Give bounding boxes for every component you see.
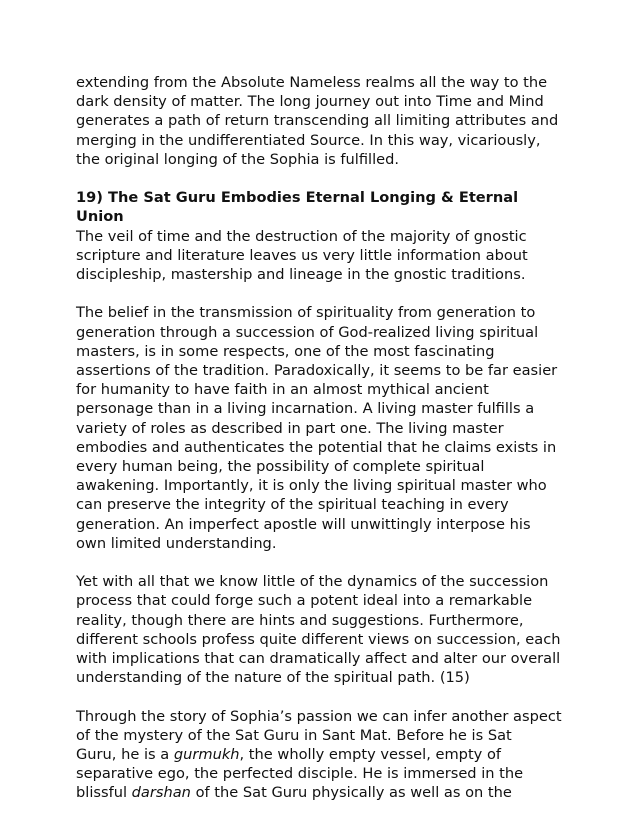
text-run: of the Sat Guru physically as well as on the [190,784,512,802]
text-line: with implications that can dramatically affect and alter our overall [76,650,561,668]
italic-term-darshan: darshan [131,784,191,802]
paragraph-sophia-passion [76,707,566,803]
paragraph-transmission [76,303,566,553]
text-line: the original longing of the Sophia is fulfilled. [76,150,400,168]
text-line: embodies and authenticates the potential that he claims exists in [76,438,557,456]
text-line: merging in the undifferentiated Source. In this way, vicariously, [76,131,541,149]
paragraph-intro [76,73,566,169]
text-line: understanding of the nature of the spiritual path. (15) [76,669,470,687]
text-line: separative ego, the perfected disciple. He is immersed in the [76,765,524,783]
text-line: awakening. Importantly, it is only the living spiritual master who [76,477,547,495]
text-line: masters, is in some respects, one of the most fascinating [76,342,495,360]
text-line: assertions of the tradition. Paradoxically, it seems to be far easier [76,362,558,380]
text-line: generation through a succession of God-realized living spiritual [76,323,539,341]
paragraph-gap [76,687,566,706]
text-line: extending from the Absolute Nameless realms all the way to the [76,74,548,91]
text-line [76,745,566,764]
text-line: reality, though there are hints and suggestions. Furthermore, [76,611,524,629]
paragraph-gap [76,553,566,572]
text-line: discipleship, mastership and lineage in the gnostic traditions. [76,266,526,284]
text-run: Guru, he is a [76,746,174,764]
paragraph-gap [76,284,566,303]
text-line: own limited understanding. [76,534,277,552]
text-line: generation. An imperfect apostle will unwittingly interpose his [76,515,531,533]
text-line: different schools profess quite different views on succession, each [76,630,561,648]
text-line [76,783,566,802]
text-line: variety of roles as described in part one. The living master [76,419,504,437]
italic-term-gurmukh: gurmukh [173,746,240,764]
text-line: of the mystery of the Sat Guru in Sant Mat. Before he is Sat [76,726,512,744]
text-line: can preserve the integrity of the spiritual teaching in every [76,496,509,514]
text-run: , the wholly empty vessel, empty of [239,746,502,764]
text-line: scripture and literature leaves us very little information about [76,246,528,264]
text-line: generates a path of return transcending all limiting attributes and [76,112,559,130]
text-line: process that could forge such a potent ideal into a remarkable [76,592,533,610]
text-line: every human being, the possibility of complete spiritual [76,458,485,476]
text-line: dark density of matter. The long journey out into Time and Mind [76,93,544,111]
paragraph-gap [76,169,566,188]
paragraph-veil-of-time [76,227,566,285]
heading-line: Union [76,208,124,226]
text-run: blissful [76,784,132,802]
text-line: The belief in the transmission of spirituality from generation to [76,304,536,322]
text-line: for humanity to have faith in an almost mythical ancient [76,381,489,399]
text-line: The veil of time and the destruction of the majority of gnostic [76,227,527,245]
section-heading [76,188,566,226]
heading-line: 19) The Sat Guru Embodies Eternal Longing & Eternal [76,189,519,207]
text-line: Through the story of Sophia’s passion we can infer another aspect [76,707,562,725]
text-line: personage than in a living incarnation. A living master fulfills a [76,400,535,418]
document-page [76,73,566,803]
paragraph-succession [76,572,566,687]
text-line: Yet with all that we know little of the dynamics of the succession [76,573,549,591]
